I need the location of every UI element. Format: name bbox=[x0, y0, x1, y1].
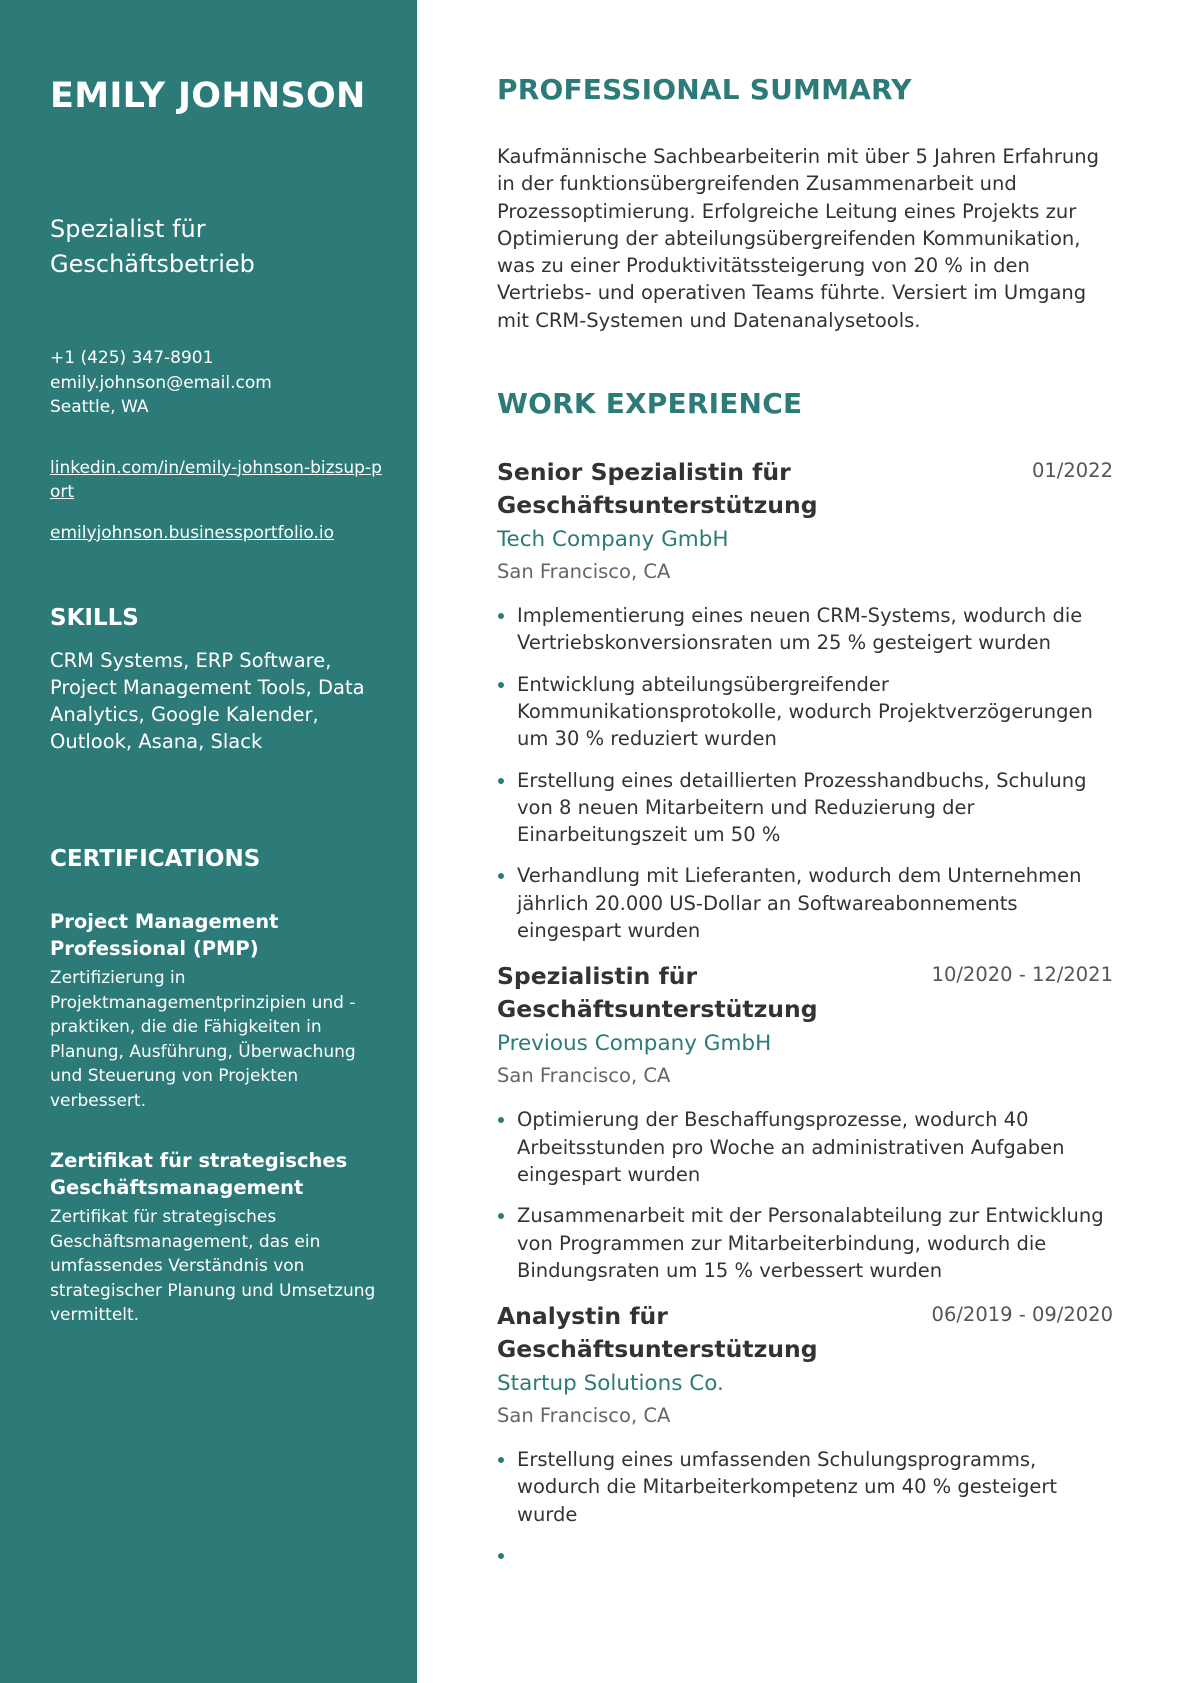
summary-text: Kaufmännische Sachbearbeiterin mit über 5 Jahren Erfahrung in der funktionsübergreifenden Zusammenarbeit und Prozessoptimierung. Erfolgreiche Leitung eines Projekts zur Optimierung der abteilungsübergreifenden Kommunikation, was zu einer Produktivitätssteigerung von 20 % in den Vertriebs- und operativen Teams führte. Versiert im Umgang mit CRM-Systemen und Datenanalysetools. bbox=[497, 145, 1099, 332]
candidate-title: Spezialist für Geschäftsbetrieb bbox=[50, 215, 255, 278]
bullet-item bbox=[497, 767, 1113, 849]
job-bullets bbox=[497, 602, 1113, 944]
bullet-text: Optimierung der Beschaffungsprozesse, wodurch 40 Arbeitsstunden pro Woche an administrativen Aufgaben eingespart wurden bbox=[517, 1108, 1065, 1186]
bullet-dot-icon bbox=[498, 1457, 504, 1463]
job-company: Tech Company GmbH bbox=[497, 527, 729, 553]
job-title: Spezialistin für Geschäftsunterstützung bbox=[497, 962, 818, 1024]
certification-title: Zertifikat für strategisches Geschäftsmanagement bbox=[50, 1149, 348, 1199]
bullet-dot-icon bbox=[498, 1117, 504, 1123]
bullet-dot-icon bbox=[498, 682, 504, 688]
bullet-text: Implementierung eines neuen CRM-Systems, wodurch die Vertriebskonversionsraten um 25 % gesteigert wurden bbox=[517, 604, 1083, 655]
bullet-item bbox=[497, 671, 1113, 753]
work-experience-heading: WORK EXPERIENCE bbox=[497, 387, 803, 421]
bullet-text: Erstellung eines umfassenden Schulungsprogramms, wodurch die Mitarbeiterkompetenz um 40 % gesteigert wurde bbox=[517, 1448, 1058, 1526]
links-block bbox=[50, 456, 387, 546]
bullet-text: Entwicklung abteilungsübergreifender Kommunikationsprotokolle, wodurch Projektverzögerungen um 30 % reduziert wurden bbox=[517, 672, 1093, 751]
bullet-dot-icon bbox=[498, 613, 504, 619]
bullet-dot-icon bbox=[498, 778, 504, 784]
job-entry bbox=[497, 456, 1113, 944]
bullet-item bbox=[497, 1106, 1113, 1188]
job-dates: 01/2022 bbox=[1031, 459, 1113, 483]
job-company: Previous Company GmbH bbox=[497, 1031, 772, 1057]
certification-description: Zertifizierung in Projektmanagementprinzipien und -praktiken, die die Fähigkeiten in Planung, Ausführung, Überwachung und Steuerung von Projekten verbessert. bbox=[50, 968, 356, 1111]
job-dates: 10/2020 - 12/2021 bbox=[931, 963, 1113, 987]
candidate-name: EMILY JOHNSON bbox=[50, 76, 366, 116]
main-content bbox=[497, 70, 1113, 1583]
skills-heading: SKILLS bbox=[50, 605, 139, 631]
job-dates: 06/2019 - 09/2020 bbox=[931, 1303, 1113, 1327]
bullet-text: Erstellung eines detaillierten Prozesshandbuchs, Schulung von 8 neuen Mitarbeitern und Reduzierung der Einarbeitungszeit um 50 % bbox=[517, 768, 1087, 847]
bullet-text: Verhandlung mit Lieferanten, wodurch dem Unternehmen jährlich 20.000 US-Dollar an Softwareabonnements eingespart wurden bbox=[517, 864, 1082, 943]
job-bullets bbox=[497, 1446, 1113, 1569]
skills-list: CRM Systems, ERP Software, Project Management Tools, Data Analytics, Google Kalender, Outlook, Asana, Slack bbox=[50, 649, 365, 753]
certification-item bbox=[50, 908, 385, 1113]
bullet-item bbox=[497, 1542, 1113, 1569]
phone-number: +1 (425) 347-8901 bbox=[50, 348, 214, 368]
sidebar bbox=[0, 0, 417, 1683]
job-title: Senior Spezialistin für Geschäftsunterstützung bbox=[497, 458, 818, 520]
certification-item bbox=[50, 1147, 385, 1328]
bullet-dot-icon bbox=[498, 1213, 504, 1219]
job-entry bbox=[497, 1300, 1113, 1569]
bullet-dot-icon bbox=[498, 1553, 504, 1559]
job-location: San Francisco, CA bbox=[497, 560, 671, 584]
bullet-text: Zusammenarbeit mit der Personalabteilung zur Entwicklung von Programmen zur Mitarbeiterbindung, wodurch die Bindungsraten um 15 % verbessert wurden bbox=[517, 1204, 1104, 1282]
certification-description: Zertifikat für strategisches Geschäftsmanagement, das ein umfassendes Verständnis von strategischer Planung und Umsetzung vermittelt. bbox=[50, 1207, 376, 1325]
contact-block bbox=[50, 346, 387, 420]
bullet-item bbox=[497, 602, 1113, 657]
job-location: San Francisco, CA bbox=[497, 1064, 671, 1088]
job-entry bbox=[497, 960, 1113, 1284]
bullet-item bbox=[497, 1202, 1113, 1284]
bullet-item bbox=[497, 1446, 1113, 1528]
job-location: San Francisco, CA bbox=[497, 1404, 671, 1428]
bullet-item bbox=[497, 862, 1113, 944]
certification-title: Project Management Professional (PMP) bbox=[50, 910, 279, 960]
certifications-heading: CERTIFICATIONS bbox=[50, 846, 261, 872]
portfolio-link[interactable]: emilyjohnson.businessportfolio.io bbox=[50, 522, 335, 543]
job-bullets bbox=[497, 1106, 1113, 1284]
job-title: Analystin für Geschäftsunterstützung bbox=[497, 1302, 818, 1364]
job-company: Startup Solutions Co. bbox=[497, 1371, 724, 1397]
summary-heading: PROFESSIONAL SUMMARY bbox=[497, 73, 912, 106]
location: Seattle, WA bbox=[50, 397, 149, 417]
email-address: emily.johnson@email.com bbox=[50, 372, 272, 393]
bullet-dot-icon bbox=[498, 873, 504, 879]
linkedin-link[interactable]: linkedin.com/in/emily-johnson-bizsup-port bbox=[50, 457, 382, 502]
